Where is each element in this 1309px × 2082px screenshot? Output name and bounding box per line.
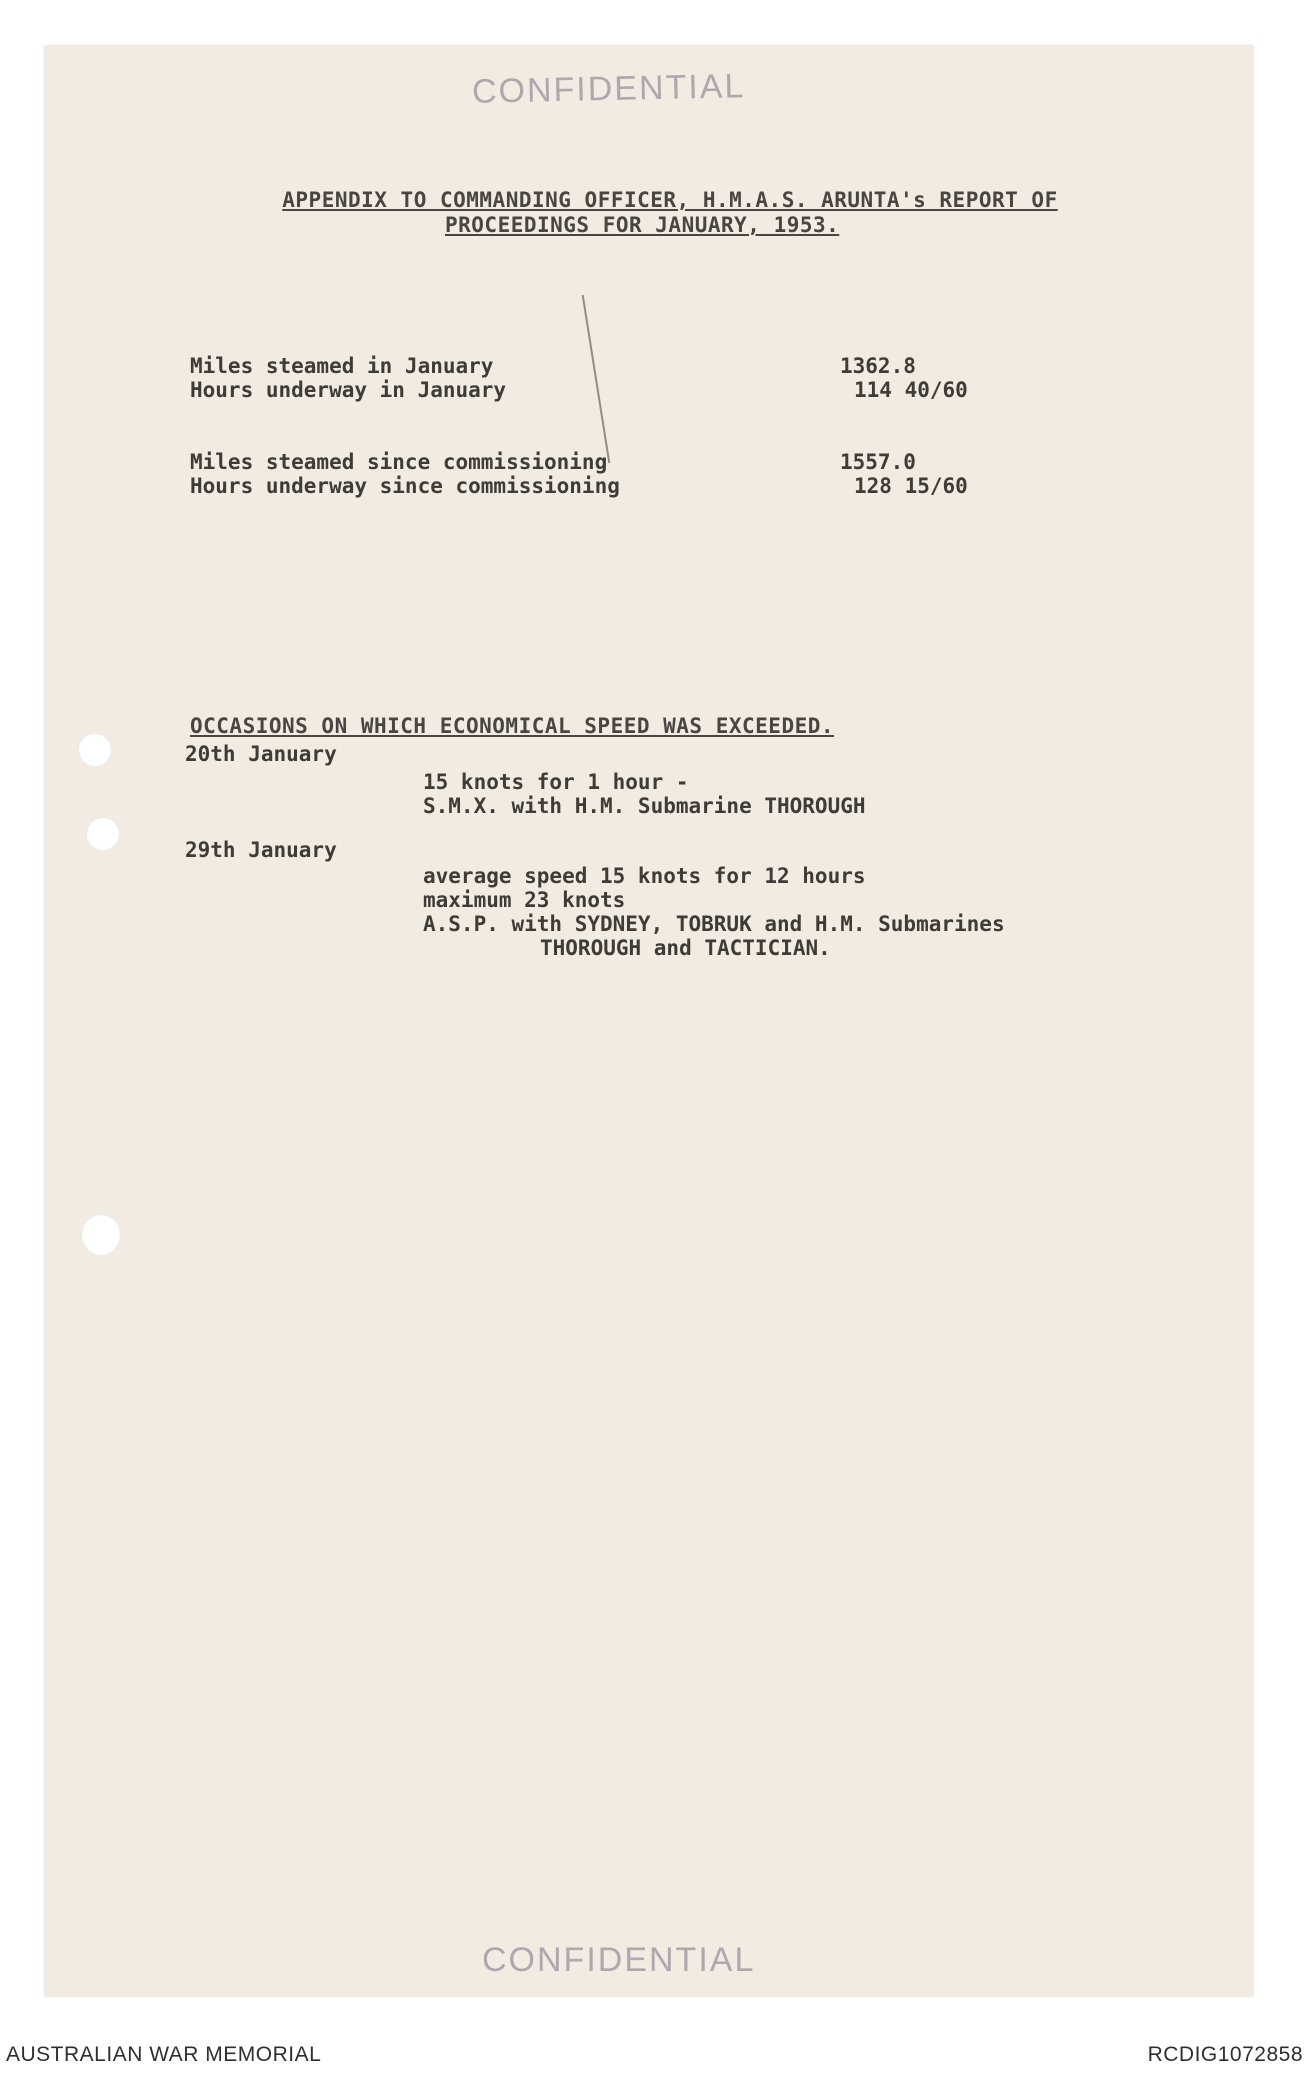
punch-hole — [86, 817, 120, 851]
punch-hole — [78, 733, 112, 767]
confidential-stamp-bottom: CONFIDENTIAL — [482, 1941, 756, 1979]
stat-value: 1557.0 — [840, 450, 916, 474]
stat-value: 114 40/60 — [854, 378, 968, 402]
occasion-date: 20th January — [185, 742, 337, 766]
occasion-date: 29th January — [185, 838, 337, 862]
section-heading: OCCASIONS ON WHICH ECONOMICAL SPEED WAS EXCEEDED. — [190, 714, 835, 738]
stat-row-miles-january — [190, 354, 1000, 378]
stat-label: Hours underway since commissioning — [190, 474, 620, 498]
footer-record-id: RCDIG1072858 — [1147, 2043, 1303, 2066]
stat-value: 1362.8 — [840, 354, 916, 378]
occasion-line: S.M.X. with H.M. Submarine THOROUGH — [423, 794, 866, 818]
occasion-line: average speed 15 knots for 12 hours — [423, 864, 866, 888]
document-page — [45, 46, 1253, 1996]
occasion-line: THOROUGH and TACTICIAN. — [540, 936, 831, 960]
stat-label: Miles steamed in January — [190, 354, 494, 378]
occasion-line: maximum 23 knots — [423, 888, 626, 912]
punch-hole — [81, 1214, 121, 1256]
stat-label: Miles steamed since commissioning — [190, 450, 608, 474]
occasion-line: A.S.P. with SYDNEY, TOBRUK and H.M. Submarines — [423, 912, 1005, 936]
appendix-heading-line-1: APPENDIX TO COMMANDING OFFICER, H.M.A.S. ARUNTA's REPORT OF — [282, 188, 1058, 212]
appendix-heading-line-2: PROCEEDINGS FOR JANUARY, 1953. — [445, 213, 840, 237]
footer-institution: AUSTRALIAN WAR MEMORIAL — [6, 2043, 322, 2066]
occasion-line: 15 knots for 1 hour - — [423, 770, 689, 794]
stat-row-hours-january — [190, 378, 1014, 402]
stat-row-miles-commissioning — [190, 450, 1000, 474]
stat-value: 128 15/60 — [854, 474, 968, 498]
confidential-stamp-top: CONFIDENTIAL — [471, 67, 746, 111]
stat-row-hours-commissioning — [190, 474, 1014, 498]
stat-label: Hours underway in January — [190, 378, 507, 402]
